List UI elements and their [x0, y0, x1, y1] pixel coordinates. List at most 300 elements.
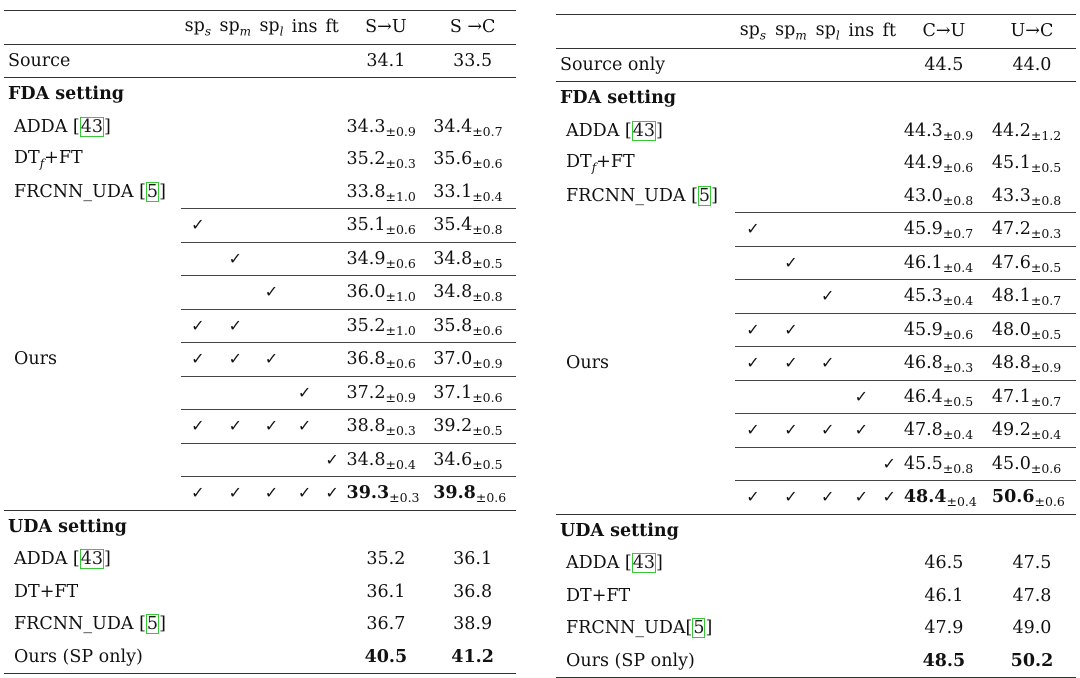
empty-cell — [322, 44, 343, 78]
score-cell — [429, 242, 516, 276]
score-cell — [429, 576, 516, 609]
component-cell — [879, 347, 900, 381]
header-ft — [879, 15, 900, 49]
method-label: Ours (SP only) — [566, 650, 695, 671]
check-mark: ✓ — [191, 215, 205, 235]
score-cell — [988, 347, 1076, 381]
results-table-right — [556, 14, 1076, 678]
method-subscript: f — [39, 156, 45, 171]
check-mark: ✓ — [191, 349, 205, 369]
score-cell — [988, 313, 1076, 347]
score-std: ±0.6 — [1030, 460, 1062, 476]
score-value: 44.0 — [1012, 54, 1052, 75]
citation-link[interactable]: 5 — [698, 186, 711, 206]
component-cell — [255, 477, 287, 511]
header-sp_s: $sp_s$ — [181, 11, 216, 45]
empty-cell — [770, 147, 811, 180]
component-cell — [811, 414, 844, 448]
citation-link[interactable]: 43 — [80, 549, 104, 570]
score-value: 49.0 — [1012, 618, 1052, 639]
empty-cell — [735, 612, 770, 645]
score-std: ±1.0 — [385, 289, 416, 305]
empty-cell — [181, 608, 216, 641]
score-std: ±0.6 — [475, 490, 507, 506]
score-std: ±0.3 — [942, 360, 974, 376]
empty-cell — [844, 547, 879, 580]
method-label: Ours — [14, 349, 57, 369]
empty-cell — [879, 547, 900, 580]
check-mark: ✓ — [746, 487, 760, 507]
score-value: 46.1 — [924, 585, 964, 606]
score-std: ±0.6 — [1034, 494, 1065, 510]
check-mark: ✓ — [820, 353, 835, 373]
score-std: ±0.5 — [1030, 160, 1062, 176]
component-cell — [181, 443, 216, 477]
component-cell — [735, 313, 770, 347]
score-value: 36.1 — [453, 549, 493, 570]
score-value: 46.4 — [903, 386, 943, 407]
header-method — [4, 11, 181, 45]
score-value: 34.8 — [433, 282, 473, 303]
header-row — [4, 11, 516, 45]
component-cell — [288, 209, 322, 243]
score-cell — [429, 143, 516, 176]
empty-cell — [735, 115, 770, 148]
empty-cell — [288, 111, 322, 144]
method-name — [4, 209, 181, 511]
method-name — [4, 641, 181, 674]
method-subscript: f — [591, 160, 597, 175]
score-std: ±1.0 — [385, 188, 416, 204]
empty-cell — [215, 44, 255, 78]
empty-cell — [879, 645, 900, 678]
header-label: ft — [325, 17, 339, 38]
empty-cell — [811, 48, 844, 82]
check-mark: ✓ — [264, 349, 279, 369]
score-std: ±0.4 — [385, 456, 416, 472]
component-cell — [844, 313, 879, 347]
empty-cell — [181, 44, 216, 78]
component-cell — [770, 347, 811, 381]
component-cell — [879, 280, 900, 314]
method-label: ADDA — [566, 120, 620, 141]
score-value: 34.1 — [366, 50, 406, 71]
section-title — [556, 82, 1076, 115]
component-cell — [735, 414, 770, 448]
score-std: ±0.6 — [385, 255, 416, 271]
score-cell — [988, 115, 1076, 148]
component-cell — [844, 347, 879, 381]
header-col1 — [343, 11, 430, 45]
score-std: ±1.2 — [1030, 127, 1062, 143]
empty-cell — [844, 580, 879, 613]
empty-cell — [879, 115, 900, 148]
baseline-row — [556, 115, 1076, 148]
component-cell — [322, 376, 343, 410]
component-cell — [811, 246, 844, 280]
score-cell — [429, 641, 516, 674]
empty-cell — [811, 180, 844, 213]
component-cell — [770, 246, 811, 280]
method-name: FRCNN_UDA[5] — [566, 618, 713, 639]
header-label: S→U — [365, 17, 407, 38]
empty-cell — [770, 115, 811, 148]
empty-cell — [288, 608, 322, 641]
score-cell — [429, 443, 516, 477]
score-cell — [988, 447, 1076, 481]
method-label: FRCNN_UDA — [566, 618, 686, 639]
empty-cell — [255, 176, 287, 209]
component-cell — [770, 481, 811, 515]
score-value: 45.9 — [903, 319, 943, 340]
section-row — [4, 510, 516, 543]
citation-link[interactable]: 5 — [693, 618, 705, 639]
component-cell — [770, 280, 811, 314]
method-label: Ours — [566, 353, 609, 373]
score-value: 35.4 — [433, 215, 473, 236]
empty-cell — [735, 645, 770, 678]
method-label: DT+FT — [14, 581, 79, 602]
score-value: 47.8 — [903, 420, 943, 441]
section-row — [556, 82, 1076, 115]
score-cell — [343, 44, 430, 78]
method-name: ADDA [43] — [14, 116, 111, 137]
score-cell — [429, 608, 516, 641]
method-suffix: +FT — [44, 148, 83, 168]
check-mark: ✓ — [784, 319, 798, 339]
score-std: ±0.8 — [942, 192, 974, 208]
empty-cell — [735, 580, 770, 613]
score-value: 45.0 — [991, 453, 1031, 474]
check-mark: ✓ — [882, 487, 896, 507]
empty-cell — [255, 44, 287, 78]
component-cell — [181, 376, 216, 410]
component-cell — [181, 242, 216, 276]
component-cell — [770, 313, 811, 347]
component-cell — [255, 343, 287, 377]
empty-cell — [322, 543, 343, 576]
section-row — [556, 514, 1076, 547]
component-cell — [770, 380, 811, 414]
method-label: ADDA — [14, 549, 68, 570]
score-value: 40.5 — [364, 646, 408, 667]
score-std: ±1.0 — [385, 322, 416, 338]
empty-cell — [735, 48, 770, 82]
method-label: Source — [8, 50, 71, 71]
method-name: FRCNN_UDA [5] — [14, 182, 166, 202]
empty-cell — [770, 547, 811, 580]
check-mark: ✓ — [882, 453, 896, 473]
score-cell — [429, 309, 516, 343]
score-value: 34.8 — [433, 248, 473, 269]
empty-cell — [181, 143, 216, 176]
score-cell — [429, 410, 516, 444]
score-std: ±0.5 — [472, 423, 503, 439]
ablation-row — [556, 213, 1076, 247]
empty-cell — [215, 608, 255, 641]
component-cell — [215, 343, 255, 377]
score-cell — [343, 376, 430, 410]
score-cell — [343, 576, 430, 609]
score-cell — [343, 111, 430, 144]
score-cell — [343, 443, 430, 477]
component-cell — [879, 414, 900, 448]
score-cell — [343, 242, 430, 276]
component-cell — [879, 313, 900, 347]
method-name: ADDA [43] — [566, 553, 663, 574]
check-mark: ✓ — [325, 483, 339, 503]
score-std: ±0.5 — [942, 393, 974, 409]
empty-cell — [215, 641, 255, 674]
check-mark: ✓ — [820, 487, 835, 507]
header-sp_l: $sp_l$ — [811, 15, 844, 49]
check-mark: ✓ — [228, 349, 242, 369]
score-std: ±0.7 — [942, 226, 974, 242]
empty-cell — [255, 641, 287, 674]
empty-cell — [255, 143, 287, 176]
component-cell — [181, 309, 216, 343]
uda-row — [4, 608, 516, 641]
check-mark: ✓ — [228, 416, 242, 436]
score-value: 48.1 — [991, 286, 1031, 307]
score-cell — [900, 147, 988, 180]
component-cell — [811, 481, 844, 515]
score-value: 48.5 — [922, 650, 966, 671]
score-std: ±0.6 — [942, 160, 974, 176]
score-cell — [988, 48, 1076, 82]
check-mark: ✓ — [746, 319, 760, 339]
score-std: ±0.8 — [942, 460, 974, 476]
method-label: DT — [566, 152, 592, 172]
score-value: 47.9 — [924, 618, 964, 639]
empty-cell — [770, 645, 811, 678]
score-cell — [429, 176, 516, 209]
score-cell — [988, 414, 1076, 448]
check-mark: ✓ — [191, 483, 205, 503]
score-value: 37.1 — [433, 382, 473, 403]
empty-cell — [288, 44, 322, 78]
empty-cell — [215, 576, 255, 609]
check-mark: ✓ — [325, 449, 339, 469]
score-value: 45.9 — [903, 219, 943, 240]
score-cell — [988, 580, 1076, 613]
citation-link[interactable]: 43 — [632, 120, 656, 141]
component-cell — [322, 477, 343, 511]
score-value: 34.9 — [346, 248, 386, 269]
header-col2 — [429, 11, 516, 45]
score-cell — [988, 481, 1076, 515]
uda-row — [4, 641, 516, 674]
component-cell — [215, 443, 255, 477]
score-std: ±0.7 — [472, 123, 503, 139]
method-name — [556, 645, 735, 678]
component-cell — [811, 280, 844, 314]
check-mark: ✓ — [264, 483, 279, 503]
score-cell — [343, 410, 430, 444]
component-cell — [322, 343, 343, 377]
score-cell — [988, 280, 1076, 314]
component-cell — [770, 414, 811, 448]
check-mark: ✓ — [297, 483, 312, 503]
component-cell — [255, 309, 287, 343]
score-value: 35.8 — [433, 315, 473, 336]
citation-link[interactable]: 5 — [146, 614, 159, 635]
component-cell — [811, 313, 844, 347]
score-cell — [900, 180, 988, 213]
method-name: ADDA [43] — [566, 120, 663, 141]
baseline-row — [556, 180, 1076, 213]
citation-link[interactable]: 43 — [632, 553, 656, 574]
check-mark: ✓ — [854, 487, 868, 507]
score-cell — [900, 645, 988, 678]
score-value: 36.7 — [366, 614, 406, 635]
results-table — [556, 14, 1076, 678]
baseline-row — [556, 147, 1076, 180]
score-value: 37.0 — [433, 349, 473, 370]
method-name — [4, 44, 181, 78]
component-cell — [879, 447, 900, 481]
component-cell — [181, 477, 216, 511]
results-table — [4, 10, 516, 674]
score-std: ±0.5 — [1030, 259, 1062, 275]
component-cell — [181, 276, 216, 310]
score-std: ±0.8 — [472, 222, 503, 238]
check-mark: ✓ — [191, 315, 205, 335]
baseline-row — [4, 176, 516, 209]
header-ft — [322, 11, 343, 45]
header-col2 — [988, 15, 1076, 49]
score-cell — [429, 209, 516, 243]
score-std: ±0.9 — [1030, 360, 1062, 376]
score-value: 35.1 — [346, 215, 386, 236]
component-cell — [879, 246, 900, 280]
component-cell — [879, 481, 900, 515]
score-value: 48.0 — [991, 319, 1031, 340]
empty-cell — [322, 111, 343, 144]
empty-cell — [811, 612, 844, 645]
score-value: 47.8 — [1012, 585, 1052, 606]
score-cell — [429, 343, 516, 377]
score-std: ±0.9 — [472, 356, 503, 372]
section-title — [4, 510, 516, 543]
score-value: 36.1 — [366, 581, 406, 602]
score-value: 36.0 — [346, 282, 386, 303]
check-mark: ✓ — [297, 382, 312, 402]
header-ins — [288, 11, 322, 45]
component-cell — [735, 380, 770, 414]
empty-cell — [215, 176, 255, 209]
component-cell — [844, 481, 879, 515]
check-mark: ✓ — [784, 487, 798, 507]
empty-cell — [735, 180, 770, 213]
score-cell — [988, 645, 1076, 678]
empty-cell — [322, 608, 343, 641]
score-std: ±0.8 — [472, 289, 503, 305]
component-cell — [322, 209, 343, 243]
method-suffix: +FT — [596, 152, 635, 172]
citation-link[interactable]: 5 — [146, 182, 159, 202]
section-title — [4, 78, 516, 111]
empty-cell — [288, 576, 322, 609]
score-value: 44.2 — [991, 120, 1031, 141]
component-cell — [181, 209, 216, 243]
component-cell — [879, 380, 900, 414]
component-cell — [735, 481, 770, 515]
score-std: ±0.4 — [942, 293, 974, 309]
score-std: ±0.5 — [1030, 326, 1062, 342]
score-value: 35.2 — [346, 149, 386, 170]
empty-cell — [879, 612, 900, 645]
score-std: ±0.4 — [942, 427, 974, 443]
section-title — [556, 514, 1076, 547]
score-cell — [343, 543, 430, 576]
score-cell — [988, 547, 1076, 580]
empty-cell — [181, 176, 216, 209]
empty-cell — [735, 147, 770, 180]
empty-cell — [811, 547, 844, 580]
score-cell — [988, 180, 1076, 213]
score-cell — [900, 115, 988, 148]
component-cell — [215, 376, 255, 410]
empty-cell — [255, 576, 287, 609]
component-cell — [215, 276, 255, 310]
empty-cell — [181, 543, 216, 576]
citation-link[interactable]: 43 — [80, 116, 104, 137]
component-cell — [322, 242, 343, 276]
score-std: ±0.4 — [946, 494, 977, 510]
empty-cell — [255, 608, 287, 641]
method-label: Source only — [560, 54, 666, 75]
component-cell — [181, 343, 216, 377]
score-value: 34.6 — [433, 449, 473, 470]
score-cell — [900, 380, 988, 414]
uda-row — [556, 645, 1076, 678]
score-value: 43.0 — [903, 185, 943, 206]
score-cell — [988, 380, 1076, 414]
score-std: ±0.3 — [385, 156, 416, 172]
component-cell — [844, 447, 879, 481]
score-value: 45.3 — [903, 286, 943, 307]
score-cell — [343, 343, 430, 377]
component-cell — [255, 410, 287, 444]
score-std: ±0.3 — [385, 423, 416, 439]
score-cell — [988, 246, 1076, 280]
score-std: ±0.6 — [472, 389, 503, 405]
score-value: 33.8 — [346, 181, 386, 202]
empty-cell — [735, 547, 770, 580]
score-cell — [900, 547, 988, 580]
component-cell — [811, 380, 844, 414]
uda-row — [4, 576, 516, 609]
empty-cell — [215, 543, 255, 576]
empty-cell — [288, 176, 322, 209]
score-std: ±0.6 — [385, 222, 416, 238]
source-row — [556, 48, 1076, 82]
method-label: DT — [14, 148, 40, 168]
component-cell — [255, 242, 287, 276]
score-value: 49.2 — [991, 420, 1031, 441]
component-cell — [735, 246, 770, 280]
score-value: 47.6 — [991, 252, 1031, 273]
empty-cell — [844, 612, 879, 645]
empty-cell — [770, 612, 811, 645]
score-value: 37.2 — [346, 382, 386, 403]
method-label: FRCNN_UDA — [566, 186, 686, 206]
method-label: ADDA — [566, 553, 620, 574]
empty-cell — [322, 576, 343, 609]
component-cell — [735, 347, 770, 381]
score-value: 44.9 — [903, 153, 943, 174]
